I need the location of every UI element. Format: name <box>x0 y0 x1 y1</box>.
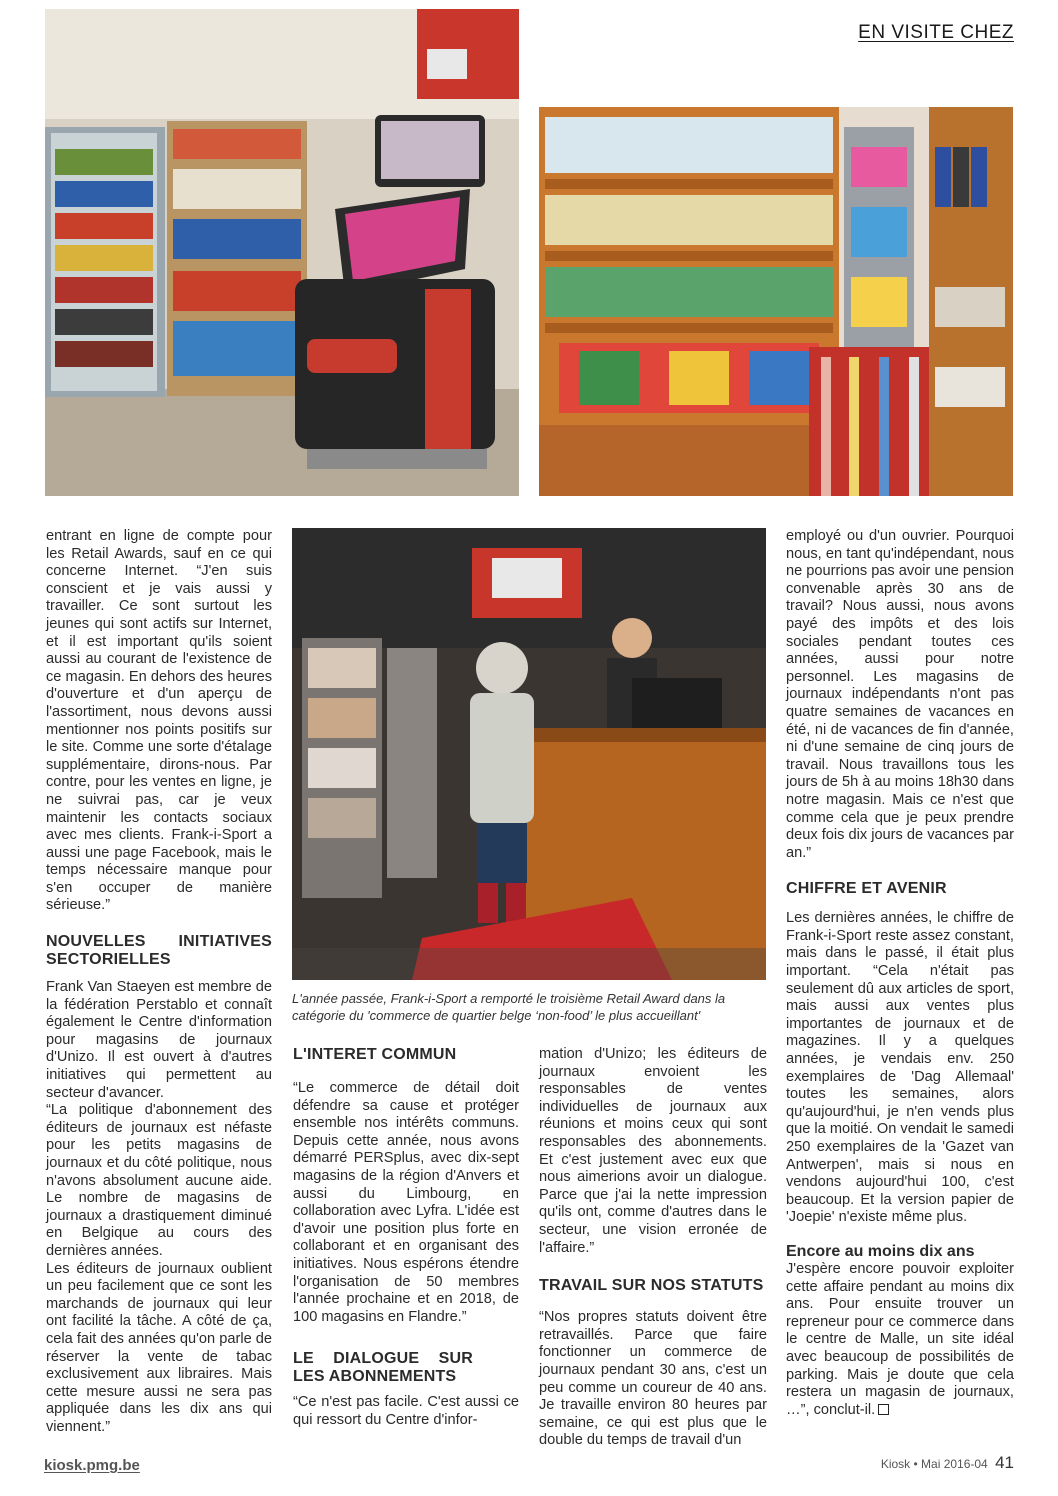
issue-label: Kiosk • Mai 2016-04 <box>880 1457 988 1471</box>
paragraph: J'espère encore pouvoir exploiter cette affaire pendant au moins dix ans. Pour ensuite trouver un repreneur pour ce commerce dans le centre de Malle, un site idéal avec beaucoup de possibilités de parking. Mais je doute que cela restera un magasin de journaux, …”, conclut-il. <box>786 1260 1014 1418</box>
paragraph: “Ce n'est pas facile. C'est aussi ce qui ressort du Centre d'infor- <box>293 1394 519 1428</box>
paragraph: “La politique d'abonnement des éditeurs de journaux est néfaste pour les petits magasins de journaux et du côté politique, nous n'avons absolument aucune aide. Le nombre de magasins de journaux a drastiquement diminué en Belgique au cours des dernières années. <box>46 1102 272 1259</box>
article-column-1 <box>46 528 272 1437</box>
footer-website-link[interactable]: kiosk.pmg.be <box>44 1457 140 1474</box>
photo-store-interior-kiosk <box>45 9 519 496</box>
photo-bookshelves <box>539 107 1013 496</box>
end-of-article-icon <box>878 1404 889 1415</box>
paragraph: entrant en ligne de compte pour les Retail Awards, sauf en ce qui concerne Internet. “J'en suis conscient et je vais aussi y travailler. Ce sont surtout les jeunes qui sont actifs sur Internet, et il est important qu'ils soient aussi au courant de l'existence de ce magasin. En dehors des heures d'ouverture et d'un aperçu de l'assortiment, nous devons aussi mentionner nos points positifs sur le site. Comme une sorte d'étalage supplémentaire, dirons-nous. Par contre, pour les ventes en ligne, je ne suivrai pas, car je veux maintenir les contacts sociaux avec mes clients. Frank-i-Sport a aussi une page Facebook, mais le temps nécessaire manque pour s'en occuper de manière sérieuse.” <box>46 528 272 914</box>
page-number: 41 <box>995 1453 1014 1472</box>
subheading-travail: TRAVAIL SUR NOS STATUTS <box>539 1277 764 1295</box>
paragraph: mation d'Unizo; les éditeurs de journaux envoient les responsables de ventes individuelles de journaux aux réunions et moins ceux qui sont responsables des abonnements. Et c'est justement avec eux que nous aimerions avoir un dialogue. Parce que j'ai la nette impression qu'ils ont, comme d'autres dans le secteur, une vision erronée de l'affaire.” <box>539 1046 767 1256</box>
subheading-encore: Encore au moins dix ans <box>786 1242 975 1260</box>
paragraph: Les éditeurs de journaux oublient un peu facilement que ce sont les marchands de journaux qui leur ont facilité la tâche. A côté de ça, cela fait des années qu'on parle de réserver la vente de tabac exclusivement aux libraires. Mais cette mesure aussi ne sera pas appliquée dans les dix ans qui viennent.” <box>46 1260 272 1435</box>
subheading-chiffre: CHIFFRE ET AVENIR <box>786 880 947 898</box>
subheading-initiatives: NOUVELLES INITIATIVES SECTORIELLES <box>46 933 272 969</box>
article-column-2 <box>293 1046 519 1430</box>
article-column-4 <box>786 528 1014 1419</box>
subheading-dialogue: LE DIALOGUE SUR LES ABONNEMENTS <box>293 1350 473 1386</box>
paragraph: employé ou d'un ouvrier. Pourquoi nous, en tant qu'indépendant, nous ne pourrions pas avoir une pension convenable après 30 ans de travail? Nous aussi, nous avons payé des impôts et des lois sociales pendant toutes ces années, aussi pour notre personnel. Les magasins de journaux indépendants n'ont pas quatre semaines de vacances en été, ni de vacances de fin d'année, ni d'une semaine de cinq jours de travail. Nous travaillons tous les jours de 5h à au moins 18h30 dans notre magasin. Mais ce n'est que comme cela que je peux prendre deux fois dix jours de vacances par an.” <box>786 528 1014 861</box>
footer-issue <box>881 1453 1014 1473</box>
article-column-3 <box>539 1046 767 1450</box>
subheading-interet: L'INTERET COMMUN <box>293 1046 457 1063</box>
paragraph: “Nos propres statuts doivent être retravaillés. Parce que faire fonctionner un commerce de journaux pendant 30 ans, c'est un peu comme un coureur de 40 ans. Je travaille environ 80 heures par semaine, ce qui est plus que le double du temps de travail d'un <box>539 1309 767 1449</box>
photo-caption: L'année passée, Frank-i-Sport a remporté le troisième Retail Award dans la catégorie du 'commerce de quartier belge ‘non-food’ le plus accueillant' <box>292 991 726 1023</box>
photo-counter-scene <box>292 528 766 980</box>
paragraph: Frank Van Staeyen est membre de la fédération Perstablo et connaît également le Centre d'information pour magasins de journaux d'Unizo. Il est ouvert à d'autres initiatives qui permettent au secteur d'avancer. <box>46 979 272 1101</box>
paragraph: “Le commerce de détail doit défendre sa cause et protéger ensemble nos intérêts communs. Depuis cette année, nous avons démarré PERSplus, avec dix-sept magasins de la région d'Anvers et aussi du Limbourg, en collaboration avec Lyfra. L'idée est d'avoir une position plus forte en collaborant et en organisant des initiatives. Nous espérons étendre l'organisation de 50 membres l'année prochaine et en 2018, de 100 magasins en Flandre.” <box>293 1080 519 1325</box>
section-label: EN VISITE CHEZ <box>858 22 1014 43</box>
paragraph: Les dernières années, le chiffre de Frank-i-Sport reste assez constant, mais dans le passé, il était plus important. “Cela n'était pas seulement dû aux articles de sport, mais aussi aux ventes plus importantes de journaux et de magazines. Il y a quelques années, je vendais env. 250 exemplaires de 'Dag Allemaal' toutes les semaines, alors qu'aujourd'hui, je n'en vends plus que la moitié. On vendait le samedi 250 exemplaires de la 'Gazet van Antwerpen', mais si nous en vendons aujourd'hui 100, c'est beaucoup. Et la version papier de 'Joepie' n'existe même plus. <box>786 910 1014 1226</box>
